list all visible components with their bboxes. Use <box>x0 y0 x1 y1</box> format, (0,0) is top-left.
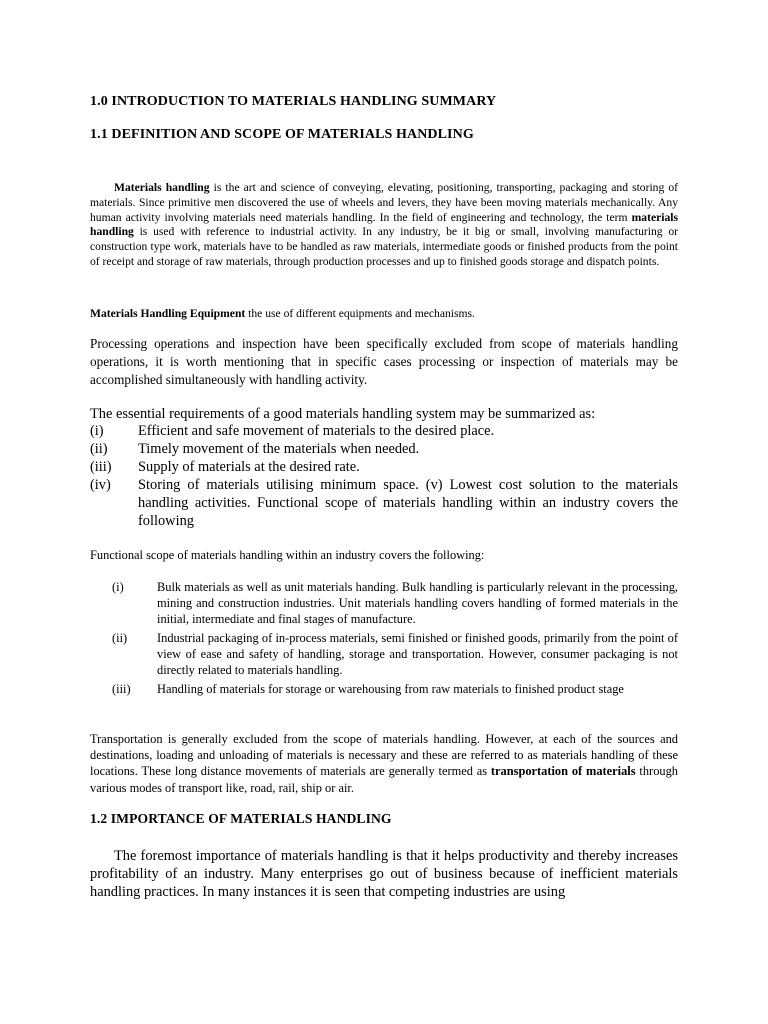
functional-text: Handling of materials for storage or warehousing from raw materials to finished product stage <box>157 682 624 696</box>
transport-paragraph <box>90 731 678 796</box>
requirement-number: (iii) <box>90 459 112 475</box>
functional-number: (i) <box>112 580 124 594</box>
functional-number: (iii) <box>112 682 131 696</box>
functional-text: Industrial packaging of in-process materials, semi finished or finished goods, primarily from the point of view of ease and safety of handling, storage and transportation. However, consumer packaging is not directly related to materials handling. <box>157 631 678 678</box>
heading-definition-scope: 1.1 DEFINITION AND SCOPE OF MATERIALS HANDLING <box>90 127 474 142</box>
requirement-item <box>90 440 678 458</box>
requirement-text: Timely movement of the materials when needed. <box>138 441 420 457</box>
functional-text: Bulk materials as well as unit materials handing. Bulk handling is particularly relevant in the processing, mining and construction industries. Unit materials handling covers handling of formed materials in the initial, intermediate and final stages of manufacture. <box>157 580 678 627</box>
term-equipment: Materials Handling Equipment <box>90 307 246 320</box>
functional-item <box>112 579 678 628</box>
heading-introduction: 1.0 INTRODUCTION TO MATERIALS HANDLING SUMMARY <box>90 94 497 109</box>
requirement-text: Storing of materials utilising minimum space. (v) Lowest cost solution to the materials handling activities. Functional scope of materials handling within an industry covers the following <box>138 477 678 529</box>
transport-tail: through various modes of transport like, road, rail, ship or air. <box>90 764 678 795</box>
transport-text: Transportation is generally excluded from the scope of materials handling. However, at each of the sources and destinations, loading and unloading of materials is necessary and these are referred to as materials handling of these locations. These long distance movements of materials are generally termed as <box>90 732 678 779</box>
functional-item <box>112 630 678 679</box>
equipment-text: the use of different equipments and mechanisms. <box>245 307 475 320</box>
requirement-number: (iv) <box>90 477 111 493</box>
processing-paragraph: Processing operations and inspection have been specifically excluded from scope of materials handling operations, it is worth mentioning that in specific cases processing or inspection of materials may be accomplished simultaneously with handling activity. <box>90 336 678 387</box>
requirements-lead: The essential requirements of a good materials handling system may be summarized as: <box>90 406 596 422</box>
requirement-text: Supply of materials at the desired rate. <box>138 459 360 475</box>
requirement-item <box>90 476 678 530</box>
requirement-number: (i) <box>90 423 104 439</box>
term-transportation: transportation of materials <box>490 764 636 779</box>
functional-item <box>112 681 678 714</box>
requirement-number: (ii) <box>90 441 108 457</box>
term-materials-handling-2: materials handling <box>90 210 678 239</box>
term-materials-handling: Materials handling <box>114 181 210 194</box>
heading-importance: 1.2 IMPORTANCE OF MATERIALS HANDLING <box>90 811 392 826</box>
requirement-item <box>90 458 678 476</box>
requirement-item <box>90 422 678 440</box>
importance-paragraph: The foremost importance of materials handling is that it helps productivity and thereby increases profitability of an industry. Many enterprises go out of business because of inefficient materials handling practices. In many instances it is seen that competing industries are using <box>90 848 678 900</box>
intro-text-2: is used with reference to industrial activity. In any industry, be it big or small, involving manufacturing or construction type work, materials have to be handled as raw materials, intermediate goods or finished products from the point of receipt and storage of raw materials, through production processes and up to finished goods storage and dispatch points. <box>90 225 678 268</box>
requirement-text: Efficient and safe movement of materials to the desired place. <box>138 423 495 439</box>
functional-number: (ii) <box>112 631 128 645</box>
functional-lead: Functional scope of materials handling within an industry covers the following: <box>90 548 485 562</box>
intro-paragraph <box>90 181 678 270</box>
equipment-paragraph <box>90 307 678 322</box>
intro-text-1: is the art and science of conveying, elevating, positioning, transporting, packaging and storing of materials. Since primitive men discovered the use of wheels and levers, they have been moving materials mechanically. Any human activity involving materials need materials handling. In the field of engineering and technology, the term <box>90 181 678 224</box>
